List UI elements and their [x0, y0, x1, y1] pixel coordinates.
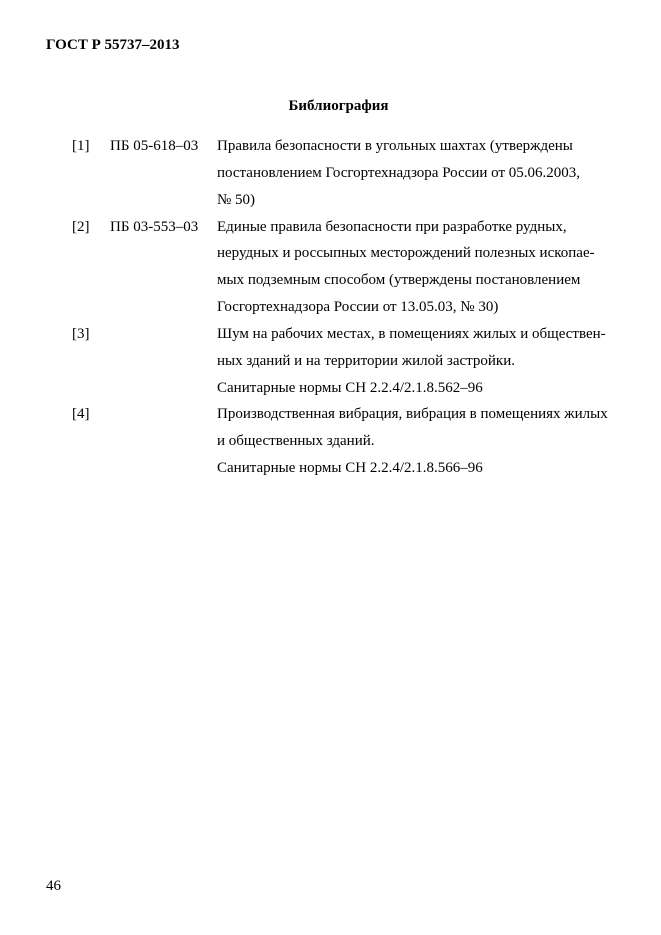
reference-text-line: Производственная вибрация, вибрация в помещениях жилых	[217, 406, 608, 423]
reference-text-line: и общественных зданий.	[217, 433, 375, 450]
reference-text-line: постановлением Госгортехнадзора России от 05.06.2003,	[217, 164, 581, 181]
bibliography-list	[72, 133, 632, 482]
reference-text-line: ных зданий и на территории жилой застройки.	[217, 352, 515, 369]
document-header: ГОСТ Р 55737–2013	[46, 37, 180, 53]
reference-text-line: Санитарные нормы СН 2.2.4/2.1.8.566–96	[217, 460, 483, 477]
reference-number: [2]	[72, 218, 90, 235]
reference-text-line: № 50)	[217, 191, 256, 208]
reference-code: ПБ 03-553–03	[110, 218, 199, 235]
reference-number: [4]	[72, 406, 90, 423]
reference-text-line: Правила безопасности в угольных шахтах (утверждены	[217, 138, 573, 154]
reference-text-line: Госгортехнадзора России от 13.05.03, № 30)	[217, 299, 499, 316]
section-title: Библиография	[288, 98, 389, 114]
reference-item	[72, 133, 632, 214]
reference-text-line: Санитарные нормы СН 2.2.4/2.1.8.562–96	[217, 379, 483, 396]
reference-code: ПБ 05-618–03	[110, 138, 199, 154]
reference-item	[72, 214, 632, 321]
reference-text-line: Шум на рабочих местах, в помещениях жилых и обществен-	[217, 325, 606, 342]
reference-number: [1]	[72, 138, 90, 154]
reference-text-line: мых подземным способом (утверждены постановлением	[217, 272, 581, 289]
reference-text-line: Единые правила безопасности при разработке рудных,	[217, 218, 567, 235]
page-number: 46	[46, 878, 61, 894]
reference-number: [3]	[72, 325, 90, 342]
reference-text-line: нерудных и россыпных месторождений полезных ископае-	[217, 245, 595, 262]
reference-item	[72, 321, 632, 402]
reference-item	[72, 401, 632, 482]
